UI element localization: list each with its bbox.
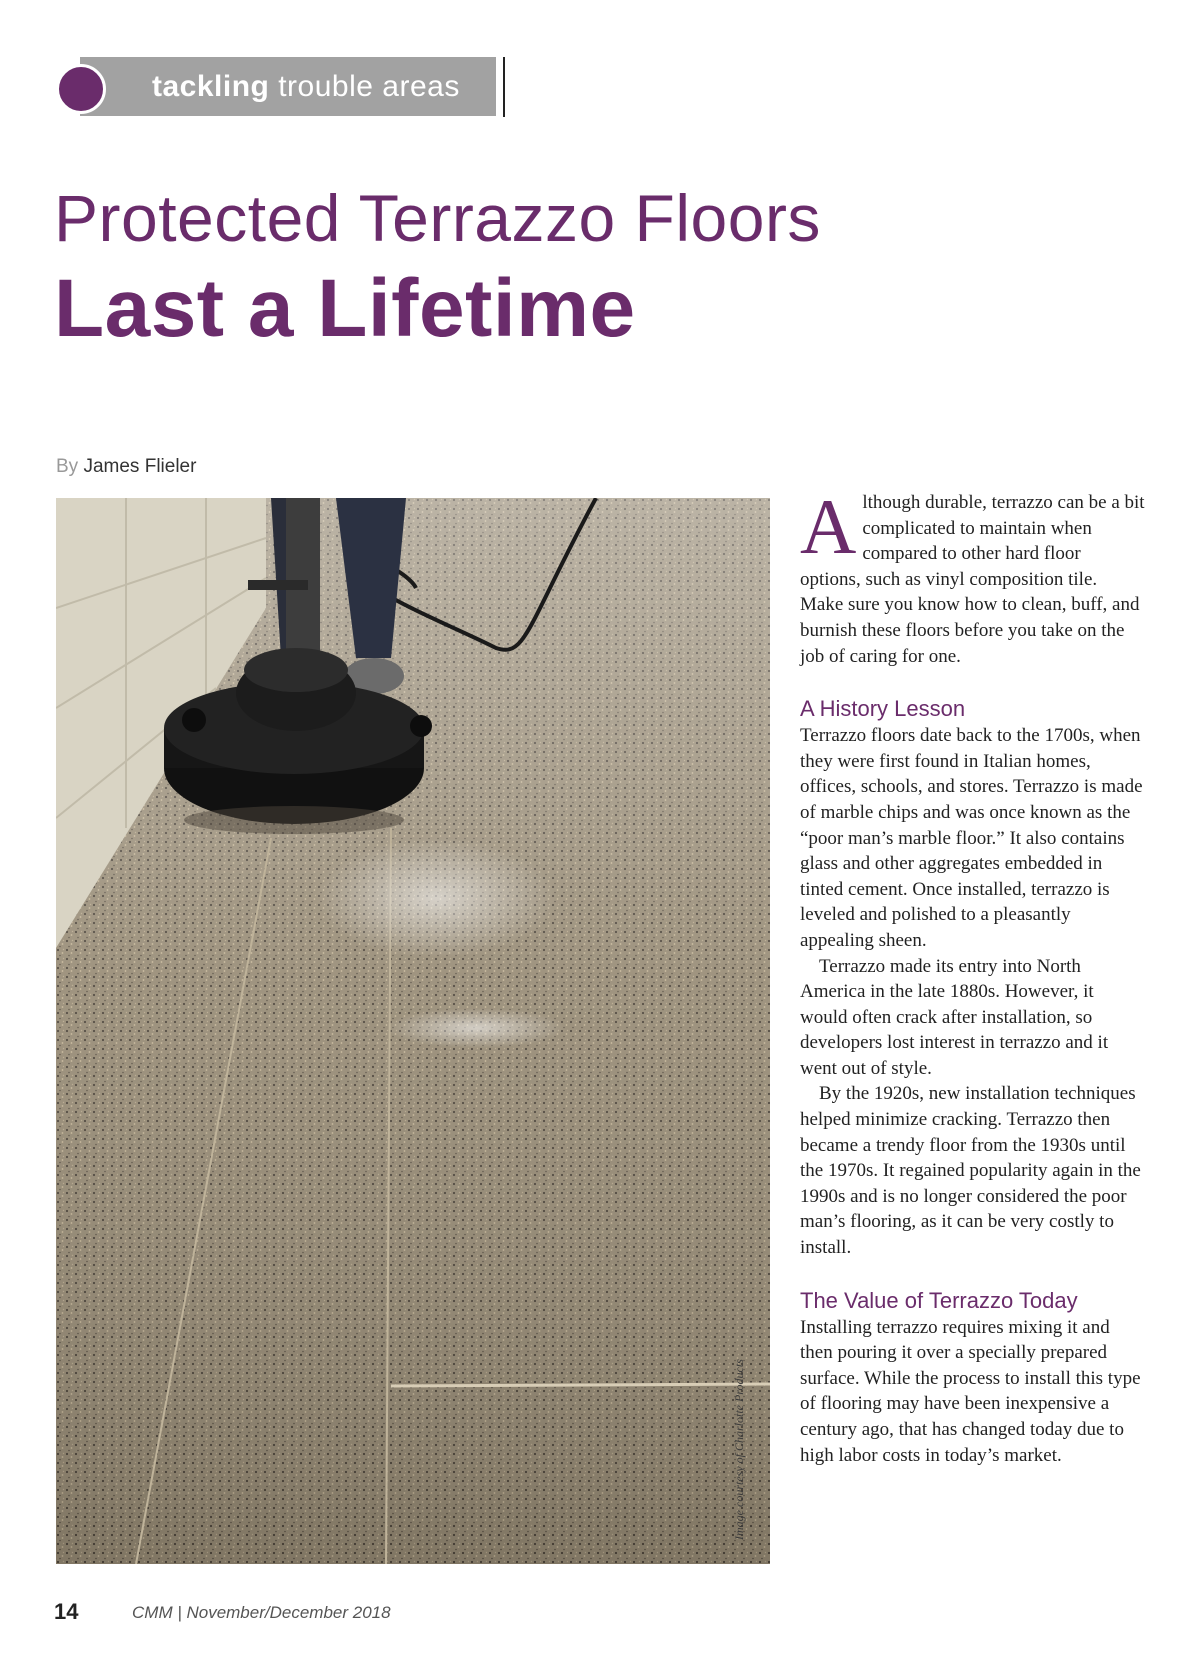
byline — [56, 456, 196, 478]
history-paragraph-3: By the 1920s, new installation techniques helped minimize cracking. Terrazzo then became a trendy floor from the 1930s until the 1970s. It regained popularity again in the 1990s and is no longer considered the poor man’s flooring, as it can be very costly to install. — [800, 1083, 1141, 1259]
byline-author: James Flieler — [83, 456, 197, 477]
section-tab-dot — [56, 64, 106, 114]
photo-credit: Image courtesy of Charlotte Products — [732, 1359, 746, 1540]
section-tab-label — [152, 70, 460, 104]
section-tab-bold: tackling — [152, 70, 270, 103]
section-heading-history: A History Lesson — [800, 696, 966, 722]
page-number: 14 — [54, 1599, 79, 1624]
footer-publication: CMM | November/December 2018 — [132, 1603, 391, 1622]
intro-text: lthough durable, terrazzo can be a bit complicated to maintain when compared to other hard floor options, such as vinyl composition tile. Make sure you know how to clean, buff, and burnish these floors before you take on the job of caring for one. — [800, 492, 1145, 667]
drop-cap: A — [800, 483, 857, 570]
intro-paragraph — [800, 483, 1145, 669]
history-paragraph-2: Terrazzo made its entry into North America in the late 1880s. However, it would often crack after installation, so developers lost interest in terrazzo and it went out of style. — [800, 955, 1109, 1079]
value-paragraph-1: Installing terrazzo requires mixing it and then pouring it over a specially prepared surface. While the process to install this type of flooring may have been inexpensive a century ago, that has changed today due to high labor costs in today’s market. — [800, 1316, 1141, 1466]
photo-illustration — [56, 498, 770, 1564]
section-heading-value: The Value of Terrazzo Today — [800, 1287, 1078, 1313]
headline-line-2: Last a Lifetime — [54, 263, 636, 354]
history-paragraph-1: Terrazzo floors date back to the 1700s, when they were first found in Italian homes, offices, schools, and stores. Terrazzo is made of marble chips and was once known as the “poor man’s marble floor.” It also contains glass and other aggregates embedded in tinted cement. Once installed, terrazzo is leveled and polished to a pleasantly appealing sheen. — [800, 725, 1143, 951]
byline-prefix: By — [56, 456, 79, 477]
section-tab-rest: trouble areas — [278, 70, 460, 103]
article-photo — [56, 498, 770, 1564]
section-tab-rule — [503, 57, 505, 117]
headline-line-1: Protected Terrazzo Floors — [54, 181, 821, 255]
article-column — [800, 483, 1145, 1468]
